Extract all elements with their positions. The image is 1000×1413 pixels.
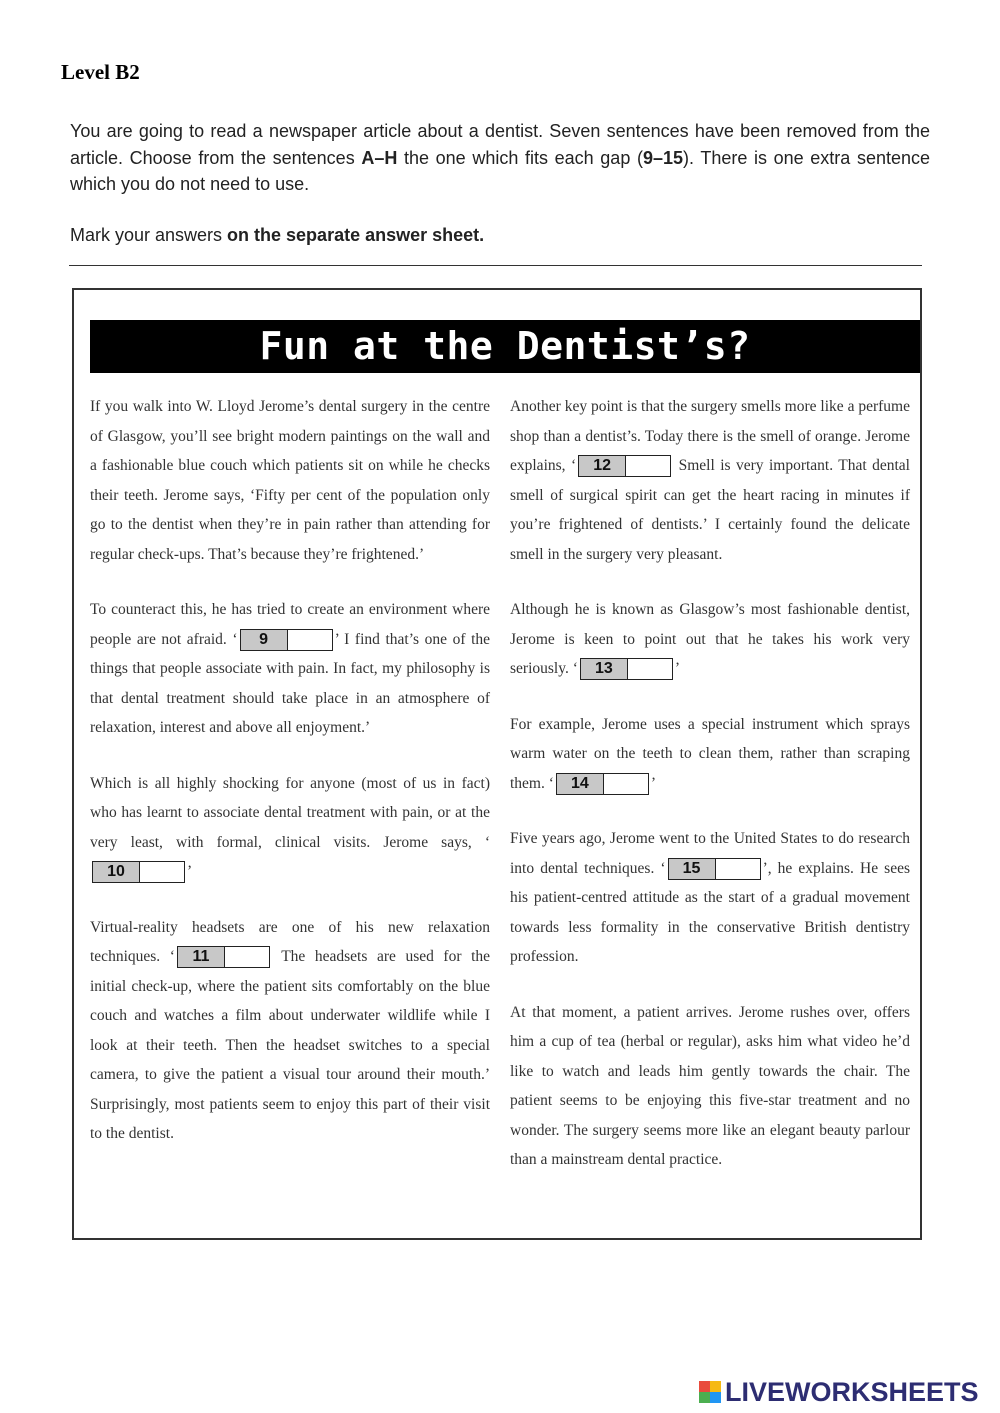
instructions-letters: A–H — [361, 147, 398, 168]
instructions-part2: the one which fits each gap ( — [397, 147, 643, 168]
gap-number: 12 — [579, 456, 626, 476]
article-left-column — [90, 392, 490, 1175]
text-segment: Although he is known as Glasgow’s most fashionable dentist, Jerome is keen to point out that he takes his work very seriously. ‘ — [510, 601, 910, 677]
left-paragraph-1: If you walk into W. Lloyd Jerome’s dental surgery in the centre of Glasgow, you’ll see bright modern paintings on the wall and a fashionable blue couch which patients sit on while he checks their teeth. Jerome says, ‘Fifty per cent of the population only go to the dentist when they’re in pain rather than attending for regular check-ups. That’s because they’re frightened.’ — [90, 398, 490, 563]
gap-number: 15 — [669, 859, 716, 879]
mark-part1: Mark your answers — [70, 225, 228, 245]
gap-answer-field[interactable] — [140, 862, 184, 882]
divider-line — [69, 265, 922, 266]
article-box — [72, 288, 922, 1240]
instructions-gap-range: 9–15 — [642, 147, 684, 168]
gap-13-input[interactable] — [580, 658, 673, 680]
logo-square-blue — [710, 1392, 721, 1403]
gap-15-input[interactable] — [668, 858, 761, 880]
mark-bold: on the separate answer sheet. — [227, 225, 485, 245]
instructions-part1: You are going to read a newspaper article about a dentist. Seven sentences have been removed from the article. Choose from the sentences — [70, 121, 930, 168]
text-segment: Which is all highly shocking for anyone (most of us in fact) who has learnt to associate dental treatment with pain, or at the very least, with formal, clinical visits. Jerome says, ‘ — [90, 774, 490, 851]
right-paragraph-5: At that moment, a patient arrives. Jerome rushes over, offers him a cup of tea (herbal or regular), asks him what video he’d like to watch and leads him gently towards the chair. The patient seems to be enjoying this five-star treatment and no wonder. The surgery seems more like an elegant beauty parlour than a mainstream dental practice. — [510, 1003, 910, 1168]
logo-text: LIVEWORKSHEETS — [725, 1376, 979, 1407]
text-segment: ’, he explains. He sees his patient-centred attitude as the start of a gradual movement towards less formality in the conservative British dentistry profession. — [510, 859, 910, 965]
text-segment: Virtual-reality headsets are one of his new relaxation techniques. ‘ — [90, 918, 490, 965]
left-paragraph-4 — [90, 913, 490, 1149]
level-label: Level B2 — [61, 60, 140, 84]
text-segment: ’ — [187, 863, 193, 880]
gap-answer-field[interactable] — [604, 774, 648, 794]
logo-square-red — [699, 1381, 710, 1392]
text-segment: Another key point is that the surgery smells more like a perfume shop than a dentist’s. Today there is the smell of orange. Jerome explains, ‘ — [510, 398, 910, 474]
left-paragraph-2 — [90, 595, 490, 743]
right-paragraph-1 — [510, 392, 910, 569]
text-segment: The headsets are used for the initial check-up, where the patient sits comfortably on the blue couch and watches a film about underwater wildlife while I look at their teeth. Then the headset switches to a special camera, to give the patient a visual tour around their mouth.’ Surprisingly, most patients seem to enjoy this part of their visit to the dentist. — [90, 948, 491, 1142]
gap-answer-field[interactable] — [626, 456, 670, 476]
gap-answer-field[interactable] — [225, 947, 269, 967]
mark-answers-text — [70, 222, 484, 249]
gap-10-input[interactable] — [92, 861, 185, 883]
article-title: Fun at the Dentist’s? — [90, 320, 920, 373]
text-segment: To counteract this, he has tried to create an environment where people are not afraid. ‘ — [90, 601, 490, 648]
gap-answer-field[interactable] — [288, 630, 332, 650]
gap-11-input[interactable] — [177, 946, 270, 968]
text-segment: Five years ago, Jerome went to the United States to do research into dental techniques. ‘ — [510, 830, 910, 877]
logo-square-yellow — [710, 1381, 721, 1392]
gap-9-input[interactable] — [240, 629, 333, 651]
article-right-column — [510, 392, 910, 1201]
liveworksheets-logo — [699, 1378, 979, 1406]
gap-14-input[interactable] — [556, 773, 649, 795]
liveworksheets-logo-icon — [699, 1381, 721, 1403]
gap-number: 13 — [581, 659, 628, 679]
text-segment: ’ — [650, 774, 657, 792]
gap-answer-field[interactable] — [628, 659, 672, 679]
right-paragraph-4 — [510, 824, 910, 972]
text-segment: ’ — [674, 660, 681, 677]
right-paragraph-2 — [510, 595, 910, 684]
text-segment: ’ I find that’s one of the things that people associate with pain. In fact, my philosophy is that dental treatment should take place in an atmosphere of relaxation, interest and above all enjoyment.’ — [90, 630, 491, 736]
gap-number: 14 — [557, 774, 604, 794]
text-segment: Smell is very important. That dental smell of surgical spirit can get the heart racing in minutes if you’re frightened of dentists.’ I certainly found the delicate smell in the surgery very pleasant. — [510, 457, 910, 563]
logo-square-green — [699, 1392, 710, 1403]
gap-number: 10 — [93, 862, 140, 882]
left-paragraph-3 — [90, 769, 490, 887]
instructions-text — [70, 118, 930, 198]
gap-answer-field[interactable] — [716, 859, 760, 879]
gap-number: 9 — [241, 630, 288, 650]
gap-number: 11 — [178, 947, 225, 967]
instructions-part3: ). There is one extra sentence which you do not need to use. — [70, 147, 931, 194]
right-paragraph-3 — [510, 710, 910, 799]
instructions — [70, 118, 931, 245]
text-segment: For example, Jerome uses a special instrument which sprays warm water on the teeth to clean them, rather than scraping them. ‘ — [510, 715, 910, 792]
gap-12-input[interactable] — [578, 455, 671, 477]
